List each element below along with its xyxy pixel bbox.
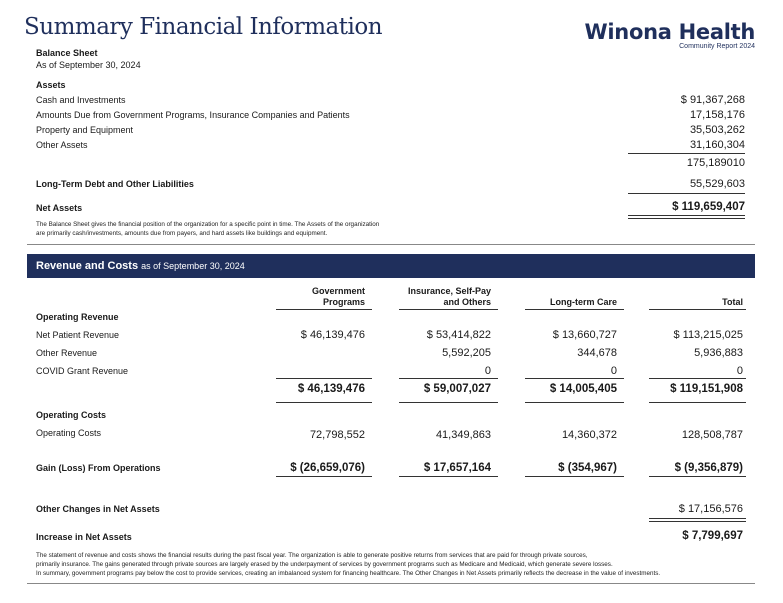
cell-value: 0	[610, 365, 617, 377]
divider	[399, 309, 498, 310]
asset-value: $ 91,367,268	[680, 94, 745, 106]
gain-value: $ (9,356,879)	[674, 462, 743, 474]
revenue-note: In summary, government programs pay below the cost to provide services, creating an imbalanced system for financing healthcare. The Other Changes in Net Assets primarily reflects the decrease in the value of investments.	[36, 570, 661, 577]
column-header-line: Government	[311, 286, 365, 296]
row-label: Gain (Loss) From Operations	[36, 463, 161, 473]
balance-sheet-date: As of September 30, 2024	[36, 60, 141, 70]
ltd-value: 55,529,603	[689, 178, 745, 190]
cell-value: 0	[484, 365, 491, 377]
row-label: COVID Grant Revenue	[36, 366, 129, 376]
double-underline	[628, 215, 745, 219]
asset-label: Other Assets	[36, 140, 88, 150]
balance-note: are primarily cash/investments, amounts due from payers, and hard assets like buildings and equipment.	[36, 230, 328, 237]
row-label: Other Changes in Net Assets	[36, 504, 160, 514]
asset-label: Cash and Investments	[36, 95, 126, 105]
gain-value: $ (26,659,076)	[290, 462, 365, 474]
net-assets-value: $ 119,659,407	[672, 201, 745, 213]
revenue-total-value: $ 119,151,908	[670, 383, 743, 395]
revenue-total-value: $ 46,139,476	[297, 383, 365, 395]
total-assets-value: 175,189010	[686, 157, 745, 169]
section-divider	[27, 244, 755, 245]
revenue-total-value: $ 59,007,027	[423, 383, 491, 395]
row-label: Operating Costs	[36, 428, 102, 438]
cell-value: 5,936,883	[694, 347, 743, 359]
cell-value: 5,592,205	[442, 347, 491, 359]
column-header-line: Long-term Care	[549, 297, 617, 307]
cell-value: $ 53,414,822	[426, 329, 491, 341]
revenue-note: The statement of revenue and costs shows the financial results during the past fiscal year. The organization is able to generate positive returns from services that are paid for through private sources,	[36, 552, 588, 559]
other-changes-value: $ 17,156,576	[678, 503, 743, 515]
divider	[649, 378, 746, 379]
gain-value: $ (354,967)	[558, 462, 617, 474]
cell-value: $ 113,215,025	[673, 329, 743, 341]
divider	[628, 153, 745, 154]
column-header	[312, 286, 365, 308]
brand-logo: Winona Health	[584, 20, 755, 44]
cell-value: $ 46,139,476	[300, 329, 365, 341]
revenue-note: primarily insurance. The gains generated through private sources are largely erased by the underpayment of services by government programs such as Medicare and Medicaid, which generate severe losses.	[36, 561, 613, 568]
divider	[276, 402, 372, 403]
increase-value: $ 7,799,697	[682, 530, 743, 542]
column-header	[722, 297, 743, 308]
revenue-total-value: $ 14,005,405	[549, 383, 617, 395]
cell-value: $ 13,660,727	[552, 329, 617, 341]
divider	[399, 378, 498, 379]
balance-sheet-heading: Balance Sheet	[36, 48, 98, 58]
balance-note: The Balance Sheet gives the financial position of the organization for a specific point in time. The Assets of the organization	[36, 221, 380, 228]
divider	[525, 309, 624, 310]
column-header-line: Programs	[322, 297, 365, 307]
divider	[649, 309, 746, 310]
divider	[525, 378, 624, 379]
divider	[628, 193, 745, 194]
assets-heading: Assets	[36, 80, 66, 90]
section-divider	[27, 583, 755, 584]
revenue-title-text: Revenue and Costs	[36, 260, 139, 272]
divider	[649, 402, 746, 403]
asset-value: 31,160,304	[689, 139, 745, 151]
column-header	[550, 297, 617, 308]
row-label: Net Patient Revenue	[36, 330, 120, 340]
asset-value: 35,503,262	[689, 124, 745, 136]
revenue-title-date: as of September 30, 2024	[141, 261, 245, 271]
net-assets-label: Net Assets	[36, 203, 83, 213]
brand-subtitle: Community Report 2024	[679, 43, 755, 50]
divider	[399, 402, 498, 403]
divider	[276, 378, 372, 379]
divider	[525, 402, 624, 403]
column-header-line: Insurance, Self-Pay	[407, 286, 491, 296]
page-title: Summary Financial Information	[24, 14, 383, 40]
cell-value: 41,349,863	[435, 429, 491, 441]
divider	[649, 476, 746, 477]
divider	[276, 309, 372, 310]
gain-value: $ 17,657,164	[423, 462, 491, 474]
cell-value: 72,798,552	[309, 429, 365, 441]
column-header-line: Total	[722, 297, 743, 307]
asset-label: Property and Equipment	[36, 125, 134, 135]
cell-value: 0	[736, 365, 743, 377]
row-label: Increase in Net Assets	[36, 532, 132, 542]
ltd-label: Long-Term Debt and Other Liabilities	[36, 179, 194, 189]
divider	[525, 476, 624, 477]
cell-value: 14,360,372	[561, 429, 617, 441]
operating-costs-heading: Operating Costs	[36, 410, 107, 420]
revenue-section-title	[36, 260, 245, 272]
asset-label: Amounts Due from Government Programs, Insurance Companies and Patients	[36, 110, 350, 120]
divider	[276, 476, 372, 477]
operating-revenue-heading: Operating Revenue	[36, 312, 119, 322]
column-header	[408, 286, 491, 308]
row-label: Other Revenue	[36, 348, 98, 358]
asset-value: 17,158,176	[689, 109, 745, 121]
cell-value: 128,508,787	[681, 429, 743, 441]
column-header-line: and Others	[443, 297, 491, 307]
cell-value: 344,678	[577, 347, 617, 359]
double-underline	[649, 518, 746, 522]
divider	[399, 476, 498, 477]
